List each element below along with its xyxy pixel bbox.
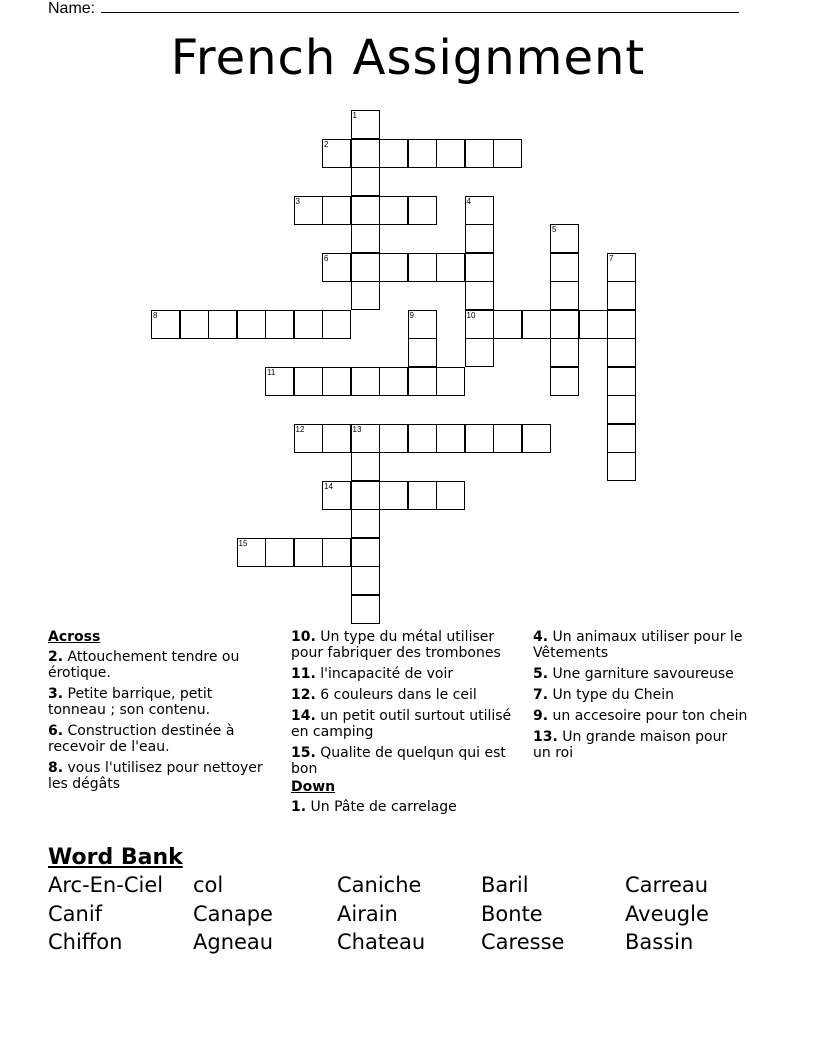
grid-cell[interactable] [265, 310, 294, 339]
word-bank-word: Chiffon [48, 930, 123, 954]
clue-text: Un animaux utiliser pour le Vêtements [533, 629, 743, 661]
word-bank-word: Baril [481, 873, 529, 897]
grid-cell[interactable] [351, 595, 380, 624]
clue-text: Un type du Chein [548, 687, 675, 703]
grid-cell[interactable] [294, 310, 323, 339]
grid-cell[interactable] [436, 481, 465, 510]
grid-cell[interactable] [265, 367, 294, 396]
grid-cell[interactable] [379, 424, 408, 453]
grid-cell[interactable] [322, 253, 351, 282]
grid-cell[interactable] [607, 338, 636, 367]
grid-cell[interactable] [607, 452, 636, 481]
clue [48, 760, 273, 792]
grid-cell[interactable] [408, 310, 437, 339]
grid-cell-number: 4 [466, 196, 471, 206]
clue-number: 12. [291, 687, 316, 703]
page-title: French Assignment [170, 30, 646, 86]
clue-text: Un grande maison pour un roi [533, 729, 728, 761]
grid-cell[interactable] [465, 281, 494, 310]
clue-text: un accesoire pour ton chein [548, 708, 748, 724]
clue [48, 649, 273, 681]
grid-cell[interactable] [579, 310, 608, 339]
grid-cell[interactable] [465, 338, 494, 367]
grid-cell-number: 9 [409, 310, 414, 320]
clue-text: un petit outil surtout utilisé en camping [291, 708, 512, 740]
word-bank-word: Bassin [625, 930, 694, 954]
grid-cell[interactable] [607, 395, 636, 424]
grid-cell[interactable] [379, 139, 408, 168]
grid-cell[interactable] [265, 538, 294, 567]
clue-text: Une garniture savoureuse [548, 666, 734, 682]
grid-cell[interactable] [465, 139, 494, 168]
clue [291, 745, 526, 777]
name-label: Name: [48, 0, 96, 17]
clues-column-1 [48, 629, 273, 797]
grid-cell[interactable] [351, 224, 380, 253]
word-bank-title: Word Bank [48, 845, 183, 870]
clue-number: 8. [48, 760, 64, 776]
down-heading: Down [291, 779, 336, 795]
grid-cell[interactable] [408, 253, 437, 282]
word-bank-word: Canape [193, 902, 273, 926]
clue-number: 2. [48, 649, 64, 665]
grid-cell-number: 1 [352, 111, 357, 120]
grid-cell[interactable] [208, 310, 237, 339]
grid-cell[interactable] [351, 196, 380, 225]
grid-cell-number: 5 [552, 225, 557, 234]
clue-number: 1. [291, 799, 307, 815]
grid-cell[interactable] [322, 196, 351, 225]
grid-cell[interactable] [465, 253, 494, 282]
clue-number: 15. [291, 745, 316, 761]
grid-cell-number: 11 [267, 367, 276, 377]
grid-cell[interactable] [522, 310, 551, 339]
grid-cell[interactable] [408, 481, 437, 510]
grid-cell[interactable] [322, 424, 351, 453]
clue-text: Un Pâte de carrelage [306, 799, 457, 815]
grid-cell[interactable] [322, 481, 351, 510]
grid-cell[interactable] [379, 481, 408, 510]
grid-cell[interactable] [465, 310, 494, 339]
clue [533, 629, 748, 661]
grid-cell[interactable] [351, 167, 380, 196]
word-bank-word: Bonte [481, 902, 543, 926]
clue [533, 687, 748, 703]
clue-text: vous l'utilisez pour nettoyer les dégâts [48, 760, 263, 792]
grid-cell[interactable] [294, 538, 323, 567]
grid-cell[interactable] [550, 253, 579, 282]
grid-cell[interactable] [465, 424, 494, 453]
grid-cell[interactable] [607, 367, 636, 396]
grid-cell[interactable] [607, 424, 636, 453]
clue-number: 9. [533, 708, 549, 724]
clue [291, 666, 526, 682]
grid-cell[interactable] [237, 538, 266, 567]
clue-number: 14. [291, 708, 316, 724]
grid-cell[interactable] [408, 139, 437, 168]
clue-number: 5. [533, 666, 549, 682]
clue-number: 11. [291, 666, 316, 682]
grid-cell[interactable] [294, 424, 323, 453]
grid-cell[interactable] [351, 110, 380, 139]
grid-cell[interactable] [351, 452, 380, 481]
clue-number: 10. [291, 629, 316, 645]
grid-cell[interactable] [351, 253, 380, 282]
clue-number: 6. [48, 723, 64, 739]
across-heading: Across [48, 629, 101, 645]
grid-cell[interactable] [408, 367, 437, 396]
grid-cell-number: 15 [238, 538, 248, 548]
grid-cell[interactable] [351, 481, 380, 510]
clue [291, 629, 526, 661]
grid-cell[interactable] [436, 253, 465, 282]
grid-cell[interactable] [322, 367, 351, 396]
grid-cell[interactable] [607, 281, 636, 310]
grid-cell[interactable] [351, 509, 380, 538]
grid-cell[interactable] [550, 310, 579, 339]
clue-text: Petite barrique, petit tonneau ; son contenu. [48, 686, 213, 718]
grid-cell-number: 13 [352, 424, 362, 434]
grid-cell[interactable] [351, 367, 380, 396]
grid-cell-number: 7 [609, 253, 614, 263]
grid-cell[interactable] [607, 253, 636, 282]
word-bank-word: Caresse [481, 930, 565, 954]
clue-text: l'incapacité de voir [315, 666, 454, 682]
grid-cell[interactable] [351, 281, 380, 310]
clue-number: 13. [533, 729, 558, 745]
word-bank-word: Arc-En-Ciel [48, 873, 164, 897]
grid-cell[interactable] [550, 224, 579, 253]
grid-cell[interactable] [351, 566, 380, 595]
clue [291, 687, 526, 703]
grid-cell[interactable] [550, 281, 579, 310]
clue-number: 4. [533, 629, 549, 645]
grid-cell[interactable] [436, 139, 465, 168]
grid-cell[interactable] [379, 367, 408, 396]
clue-text: Qualite de quelqun qui est bon [291, 745, 506, 777]
clue-number: 3. [48, 686, 64, 702]
grid-cell[interactable] [322, 139, 351, 168]
grid-cell[interactable] [180, 310, 209, 339]
clues-column-2 [291, 629, 526, 820]
grid-cell[interactable] [408, 338, 437, 367]
clue [533, 729, 748, 761]
grid-cell[interactable] [237, 310, 266, 339]
clues-column-3 [533, 629, 748, 766]
grid-cell[interactable] [465, 224, 494, 253]
clue [48, 723, 273, 755]
grid-cell[interactable] [550, 367, 579, 396]
clue-number: 7. [533, 687, 549, 703]
grid-cell[interactable] [436, 424, 465, 453]
grid-cell[interactable] [522, 424, 551, 453]
clue [291, 708, 526, 740]
grid-cell[interactable] [322, 538, 351, 567]
clue-text: Attouchement tendre ou érotique. [48, 649, 240, 681]
grid-cell[interactable] [351, 424, 380, 453]
clue-text: 6 couleurs dans le ceil [315, 687, 477, 703]
word-bank-word: Carreau [625, 873, 709, 897]
grid-cell[interactable] [294, 367, 323, 396]
grid-cell[interactable] [607, 310, 636, 339]
grid-cell[interactable] [351, 538, 380, 567]
word-bank-word: Caniche [337, 873, 422, 897]
grid-cell[interactable] [465, 196, 494, 225]
clue-text: Un type du métal utiliser pour fabriquer des trombones [291, 629, 501, 661]
word-bank-word: Canif [48, 902, 103, 926]
clue [48, 686, 273, 718]
grid-cell[interactable] [493, 310, 522, 339]
grid-cell[interactable] [408, 424, 437, 453]
word-bank-word: Chateau [337, 930, 426, 954]
grid-cell-number: 6 [324, 253, 329, 263]
grid-cell-number: 10 [466, 310, 476, 320]
grid-cell-number: 2 [324, 139, 329, 149]
grid-cell-number: 14 [324, 481, 333, 491]
grid-cell[interactable] [408, 196, 437, 225]
grid-cell[interactable] [151, 310, 180, 339]
grid-cell-number: 12 [295, 424, 305, 434]
grid-cell[interactable] [550, 338, 579, 367]
word-bank-word: Airain [337, 902, 398, 926]
grid-cell[interactable] [379, 196, 408, 225]
grid-cell[interactable] [379, 253, 408, 282]
grid-cell[interactable] [322, 310, 351, 339]
grid-cell[interactable] [493, 424, 522, 453]
grid-cell-number: 3 [295, 196, 300, 206]
word-bank-word: Aveugle [625, 902, 709, 926]
word-bank-word: Agneau [193, 930, 274, 954]
grid-cell[interactable] [493, 139, 522, 168]
grid-cell-number: 8 [153, 310, 158, 320]
grid-cell[interactable] [436, 367, 465, 396]
clue [291, 799, 526, 815]
clue [533, 708, 748, 724]
grid-cell[interactable] [294, 196, 323, 225]
clue [533, 666, 748, 682]
word-bank-word: col [193, 873, 224, 897]
clue-text: Construction destinée à recevoir de l'eau. [48, 723, 235, 755]
grid-cell[interactable] [351, 139, 380, 168]
